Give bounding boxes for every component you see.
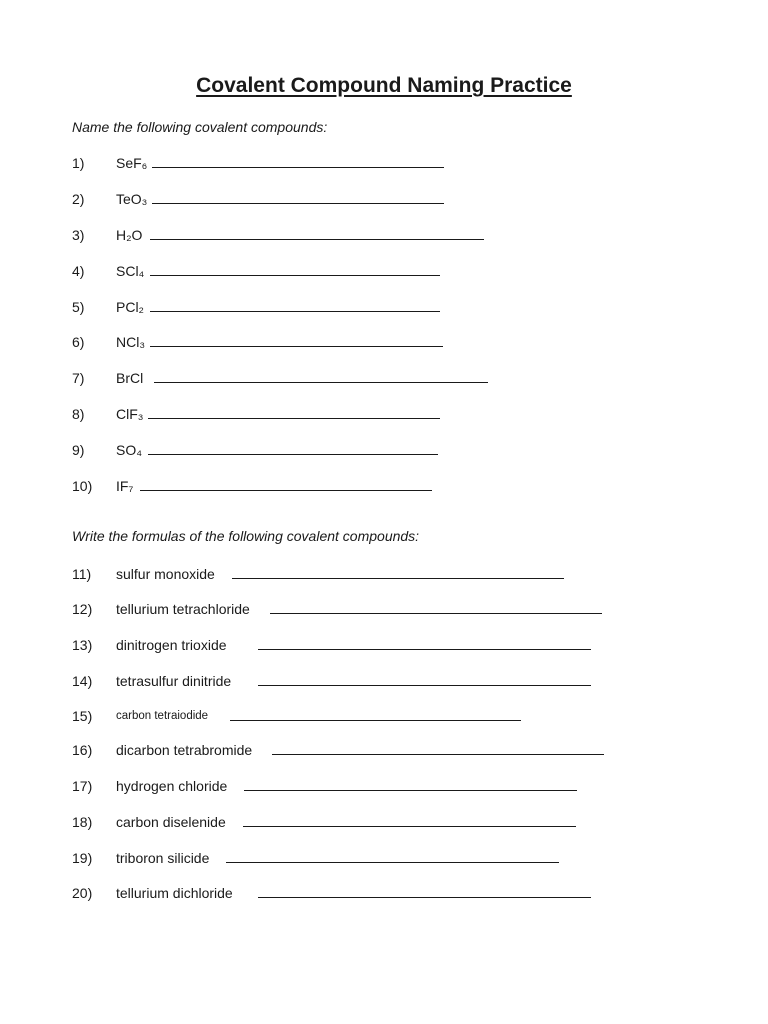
answer-blank[interactable] xyxy=(226,862,559,863)
answer-blank[interactable] xyxy=(270,613,602,614)
answer-blank[interactable] xyxy=(258,685,591,686)
compound-name: sulfur monoxide xyxy=(116,566,215,582)
compound-name: tellurium dichloride xyxy=(116,885,233,901)
formula: NCl₃ xyxy=(116,334,146,350)
compound-name: dinitrogen trioxide xyxy=(116,637,227,653)
answer-blank[interactable] xyxy=(243,826,576,827)
question-number: 15) xyxy=(72,708,93,724)
answer-blank[interactable] xyxy=(232,578,564,579)
section-1-instruction: Name the following covalent compounds: xyxy=(72,119,328,135)
answer-blank[interactable] xyxy=(258,897,591,898)
question-number: 10) xyxy=(72,478,93,494)
page-title: Covalent Compound Naming Practice xyxy=(196,74,572,97)
compound-name: carbon tetraiodide xyxy=(116,710,209,722)
question-number: 7) xyxy=(72,370,85,386)
question-number: 1) xyxy=(72,155,85,171)
formula: BrCl xyxy=(116,370,144,386)
question-number: 4) xyxy=(72,263,85,279)
answer-blank[interactable] xyxy=(154,382,488,383)
answer-blank[interactable] xyxy=(150,346,443,347)
question-number: 9) xyxy=(72,442,85,458)
question-number: 6) xyxy=(72,334,85,350)
formula: PCl₂ xyxy=(116,299,144,315)
question-number: 13) xyxy=(72,637,93,653)
compound-name: tetrasulfur dinitride xyxy=(116,673,232,689)
answer-blank[interactable] xyxy=(152,167,444,168)
compound-name: dicarbon tetrabromide xyxy=(116,742,253,758)
question-number: 20) xyxy=(72,885,93,901)
answer-blank[interactable] xyxy=(148,418,440,419)
section-2-instruction: Write the formulas of the following covalent compounds: xyxy=(72,528,420,544)
formula: IF₇ xyxy=(116,478,134,494)
question-number: 2) xyxy=(72,191,85,207)
answer-blank[interactable] xyxy=(272,754,604,755)
question-number: 16) xyxy=(72,742,93,758)
compound-name: tellurium tetrachloride xyxy=(116,601,250,617)
question-number: 14) xyxy=(72,673,93,689)
formula: ClF₃ xyxy=(116,406,144,422)
answer-blank[interactable] xyxy=(152,203,444,204)
question-number: 18) xyxy=(72,814,93,830)
answer-blank[interactable] xyxy=(230,720,521,721)
formula: TeO₃ xyxy=(116,191,148,207)
question-number: 5) xyxy=(72,299,85,315)
question-number: 11) xyxy=(72,566,92,582)
compound-name: carbon diselenide xyxy=(116,814,226,830)
answer-blank[interactable] xyxy=(150,239,484,240)
answer-blank[interactable] xyxy=(140,490,432,491)
question-number: 8) xyxy=(72,406,85,422)
formula: SO₄ xyxy=(116,442,142,458)
answer-blank[interactable] xyxy=(150,311,440,312)
compound-name: triboron silicide xyxy=(116,850,210,866)
answer-blank[interactable] xyxy=(148,454,438,455)
question-number: 19) xyxy=(72,850,93,866)
formula: SCl₄ xyxy=(116,263,145,279)
question-number: 3) xyxy=(72,227,85,243)
compound-name: hydrogen chloride xyxy=(116,778,228,794)
formula: SeF₆ xyxy=(116,155,148,171)
answer-blank[interactable] xyxy=(150,275,440,276)
question-number: 17) xyxy=(72,778,93,794)
question-number: 12) xyxy=(72,601,93,617)
formula: H₂O xyxy=(116,227,143,243)
answer-blank[interactable] xyxy=(244,790,577,791)
answer-blank[interactable] xyxy=(258,649,591,650)
